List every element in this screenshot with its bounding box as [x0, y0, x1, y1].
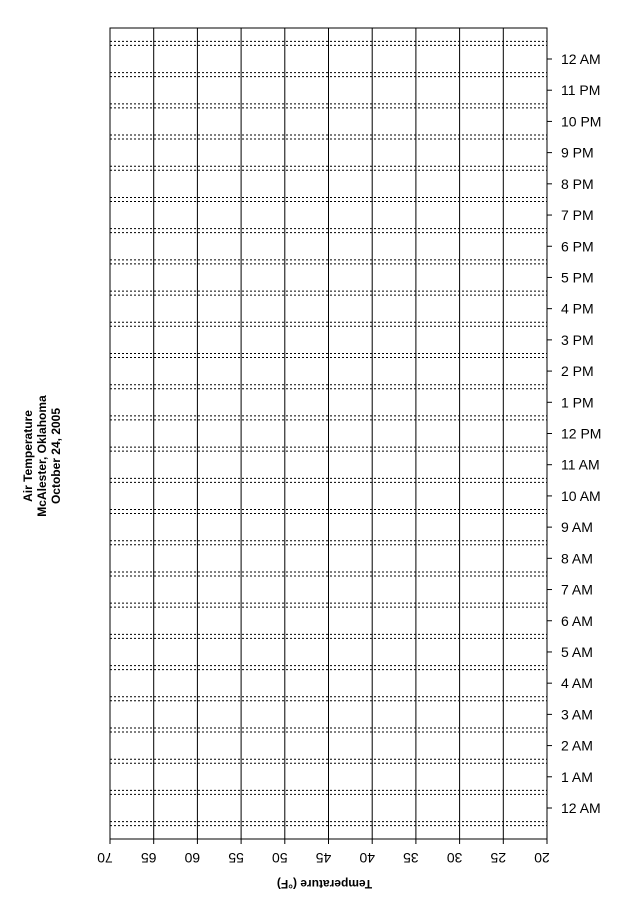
time-tick-label: 7 AM	[561, 581, 593, 598]
time-tick-label: 4 AM	[561, 675, 593, 692]
temperature-tick-label: 20	[534, 850, 550, 866]
time-tick-label: 9 PM	[561, 144, 594, 161]
time-tick-label: 3 AM	[561, 706, 593, 723]
temperature-tick-label: 30	[446, 850, 463, 866]
temperature-tick-label: 45	[315, 850, 332, 866]
time-tick-label: 6 PM	[561, 238, 594, 255]
chart-title-line: Air Temperature	[21, 410, 35, 502]
temperature-tick-label: 60	[184, 850, 201, 866]
temperature-tick-label: 55	[228, 850, 244, 866]
temperature-axis-label: Temperature (°F)	[276, 877, 373, 891]
temperature-tick-label: 25	[490, 850, 507, 866]
time-tick-label: 11 PM	[561, 82, 601, 99]
time-tick-label: 12 AM	[561, 51, 601, 67]
time-tick-label: 1 AM	[561, 768, 593, 785]
temperature-tick-label: 65	[140, 850, 157, 866]
chart-title-line: McAlester, Oklahoma	[35, 395, 49, 517]
time-tick-label: 10 AM	[561, 487, 601, 504]
time-tick-label: 12 PM	[561, 425, 602, 442]
time-tick-label: 8 PM	[561, 175, 594, 192]
time-tick-label: 4 PM	[561, 300, 594, 317]
temperature-tick-label: 50	[272, 850, 288, 866]
temperature-tick-label: 40	[359, 850, 375, 866]
temperature-tick-label: 35	[403, 850, 419, 866]
time-tick-label: 1 PM	[561, 394, 594, 411]
time-tick-label: 5 PM	[561, 269, 594, 286]
time-tick-label: 3 PM	[561, 331, 594, 348]
time-tick-label: 10 PM	[561, 113, 602, 130]
chart-title	[21, 395, 63, 517]
time-tick-label: 6 AM	[561, 612, 593, 629]
chart-title-line: October 24, 2005	[49, 407, 63, 505]
time-tick-label: 8 AM	[561, 550, 593, 567]
time-tick-label: 2 PM	[561, 363, 594, 380]
time-tick-label: 5 AM	[561, 643, 593, 660]
time-tick-label: 11 AM	[561, 456, 600, 473]
time-tick-label: 12 AM	[561, 800, 601, 816]
temperature-tick-label: 70	[97, 850, 113, 866]
time-tick-label: 2 AM	[561, 737, 593, 754]
time-tick-label: 9 AM	[561, 519, 593, 536]
time-tick-label: 7 PM	[561, 207, 594, 224]
